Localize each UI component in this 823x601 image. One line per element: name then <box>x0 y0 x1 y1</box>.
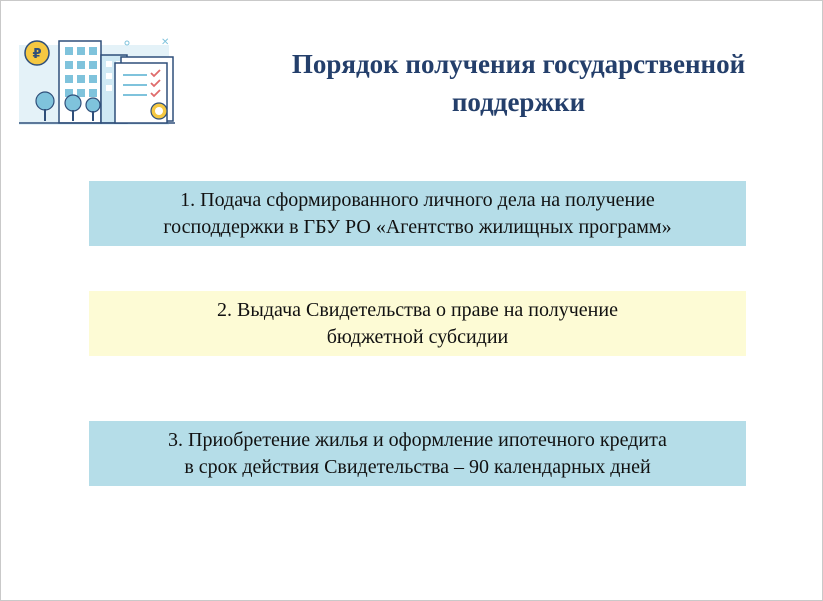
step-3-line-1: 3. Приобретение жилья и оформление ипотечного кредита <box>168 428 667 451</box>
step-2-line-2: бюджетной субсидии <box>326 325 509 348</box>
page-title <box>231 45 806 121</box>
step-box-1 <box>89 181 746 246</box>
svg-text:✕: ✕ <box>161 37 170 48</box>
page-title-line-2: поддержки <box>451 87 586 117</box>
coin-ruble-icon <box>25 41 49 65</box>
step-box-2 <box>89 291 746 356</box>
seal-icon <box>151 103 167 119</box>
step-box-3 <box>89 421 746 486</box>
step-2-line-1: 2. Выдача Свидетельства о праве на получение <box>217 298 618 321</box>
step-1-line-2: господдержки в ГБУ РО «Агентство жилищных программ» <box>163 215 672 238</box>
page-title-line-1: Порядок получения государственной <box>291 49 746 79</box>
svg-text:₽: ₽ <box>32 47 42 62</box>
step-1-line-1: 1. Подача сформированного личного дела на получение <box>180 188 655 211</box>
step-3-line-2: в срок действия Свидетельства – 90 календарных дней <box>184 455 651 478</box>
housing-illustration <box>15 31 185 129</box>
